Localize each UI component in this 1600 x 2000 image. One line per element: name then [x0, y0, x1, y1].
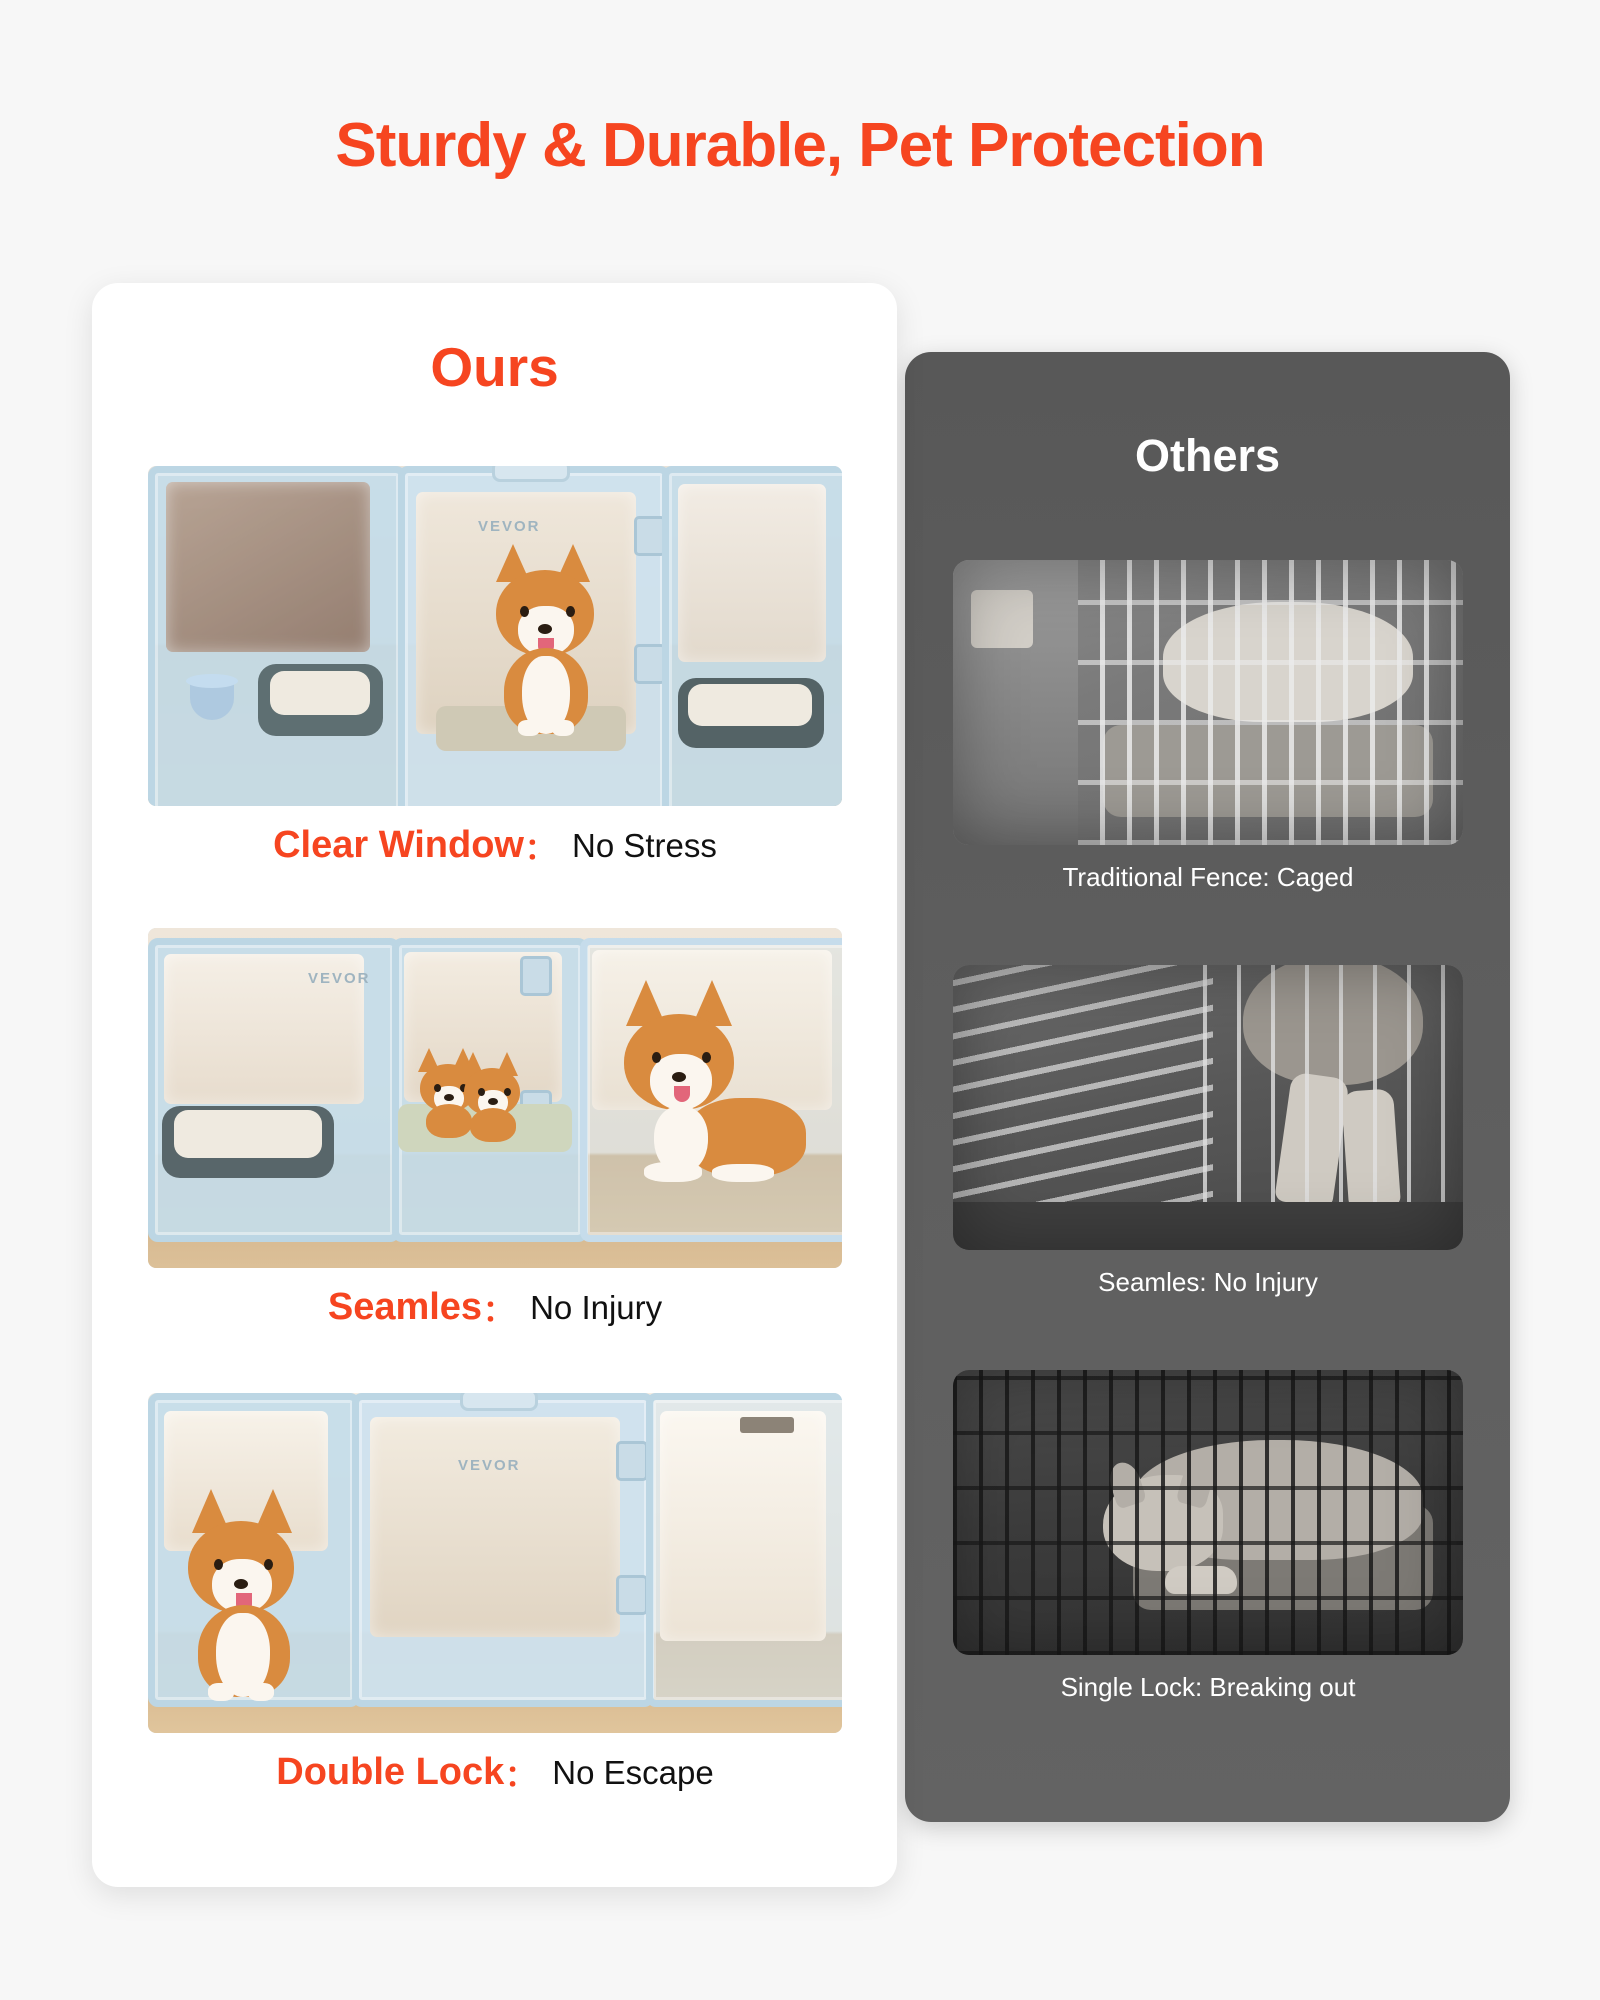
ours-caption: [148, 1747, 842, 1798]
others-image-traditional-fence: [953, 560, 1463, 845]
ours-benefit-label: No Stress: [572, 826, 717, 864]
others-caption: Seamles: No Injury: [1098, 1267, 1318, 1297]
ours-caption: [148, 820, 842, 871]
ours-panel-title: Ours: [430, 336, 559, 398]
ours-item: [148, 928, 842, 1333]
others-image-single-lock: [953, 1370, 1463, 1655]
ours-feature-label: Clear Window: [273, 824, 524, 866]
ours-caption: [148, 1282, 842, 1333]
ours-separator: ：: [504, 1754, 541, 1795]
others-comparison-panel: [905, 352, 1510, 1822]
ours-item: [148, 1393, 842, 1798]
brand-label: VEVOR: [478, 518, 541, 535]
ours-separator: ：: [524, 827, 561, 868]
ours-comparison-panel: [92, 283, 897, 1887]
others-caption: Single Lock: Breaking out: [1060, 1672, 1356, 1702]
ours-image-seamless: VEVOR: [148, 928, 842, 1268]
others-item: [953, 965, 1463, 1298]
others-image-paw-stuck: [953, 965, 1463, 1250]
ours-feature-label: Seamles: [327, 1286, 483, 1328]
others-panel-title: Others: [1134, 430, 1281, 481]
ours-benefit-label: No Escape: [552, 1753, 714, 1791]
ours-image-double-lock: VEVOR: [148, 1393, 842, 1733]
ours-image-clear-window: [148, 466, 842, 806]
ours-feature-label: Double Lock: [276, 1751, 505, 1793]
ours-benefit-label: No Injury: [530, 1288, 663, 1326]
others-caption: Traditional Fence: Caged: [1062, 862, 1354, 892]
page-title: Sturdy & Durable, Pet Protection: [335, 111, 1265, 180]
ours-item: [148, 466, 842, 871]
ours-separator: ：: [482, 1289, 519, 1330]
others-item: [953, 560, 1463, 893]
others-item: [953, 1370, 1463, 1703]
